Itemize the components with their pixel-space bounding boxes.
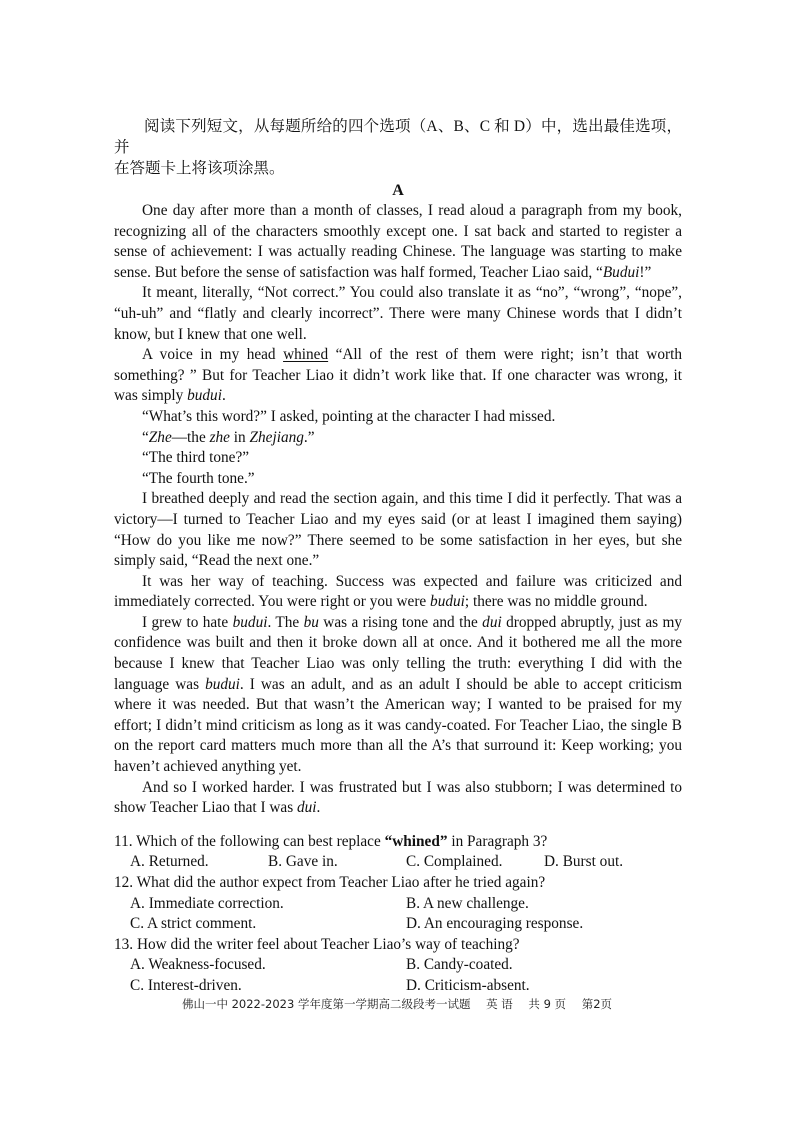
instruction-line-2: 在答题卡上将该项涂黑。 [114,160,285,177]
option-c: C. Complained. [406,853,503,871]
instruction-line-1: 阅读下列短文，从每题所给的四个选项（A、B、C 和 D）中，选出最佳选项，并 [114,118,682,156]
paragraph-11 [114,778,682,819]
question-12: 12. What did the author expect from Teacher Liao after he tried again? [114,874,546,891]
question-13-options-row-2 [114,976,682,997]
option-d: D. Burst out. [544,853,624,871]
paragraph-7: “The fourth tone.” [142,469,255,487]
italic-word: bu [303,613,319,631]
question-12-options-row-2 [114,914,682,935]
text: . The [267,613,304,631]
reading-passage [114,201,682,819]
text: . [221,387,226,405]
question-13-options-row-1 [114,955,682,976]
text: in Paragraph 3? [447,832,548,850]
text: One day after more than a month of classes, I read aloud a paragraph from my book, recognizing all of the characters smoothly except one. I sat back and started to register a sense of achievement: I was actually reading Chinese. The language was starting to make sense. But before the sense of satisfaction was half formed, Teacher Liao said, “ [114,202,682,281]
option-b: B. Gave in. [268,853,338,871]
exam-title: 佛山一中 2022-2023 学年度第一学期高二级段考一试题 [181,997,471,1011]
text: It was her way of teaching. Success was expected and failure was criticized and immediately corrected. You were right or you were [114,572,682,611]
text: . I was an adult, and as an adult I should be able to accept criticism where it was needed. But that wasn’t the American way; I wanted to be praised for my effort; I didn’t mind criticism as long as it was candy-coated. For Teacher Liao, the single B on the report card matters much more than all the A’s that surround it: Keep working; you haven’t achieved anything yet. [114,675,682,776]
question-13: 13. How did the writer feel about Teacher Liao’s way of teaching? [114,935,520,953]
option-b: B. A new challenge. [406,894,529,912]
italic-word: zhe [209,428,230,446]
text: 11. Which of the following can best replace [114,832,385,850]
paragraph-3 [114,345,682,407]
text: !” [639,263,652,281]
questions [114,832,682,997]
bold-word: “whined” [384,832,448,850]
section-heading: A [392,182,404,199]
option-c: C. A strict comment. [130,915,257,933]
italic-word: dui [482,613,502,631]
question-11-options [114,852,682,873]
paragraph-6: “The third tone?” [142,449,250,467]
text: ; there was no middle ground. [464,593,648,611]
paragraph-4: “What’s this word?” I asked, pointing at the character I had missed. [142,407,556,425]
italic-word: budui [232,613,268,631]
text: .” [303,428,315,446]
total-pages: 共 9 页 [528,997,567,1011]
option-a: A. Weakness-focused. [130,956,266,974]
exam-page [114,116,682,997]
text: dropped abruptly, just as my confidence was built and then it broke down all at once. And it bothered me all the more because I knew that Teacher Liao was only telling the truth: everything I did with the language was [114,613,682,693]
paragraph-9 [114,572,682,613]
italic-word: budui [205,675,240,693]
underlined-word: whined [283,346,329,364]
paragraph-5 [114,428,682,449]
question-11 [114,832,682,853]
paragraph-1 [114,201,682,283]
paragraph-10 [114,613,682,778]
option-a: A. Returned. [130,853,209,871]
instructions [114,116,682,179]
text: “All of the rest of them were right; isn’t that worth something? ” But for Teacher Liao it didn’t work like that. If one character was wrong, it was simply [114,346,682,405]
paragraph-8: I breathed deeply and read the section again, and this time I did it perfectly. That was a victory—I turned to Teacher Liao and my eyes said (or at least I imagined them saying) “How do you like me now?” There seemed to be some satisfaction in her eyes, but she simply said, “Read the next one.” [114,490,682,570]
text: was a rising tone and the [318,613,483,631]
italic-word: Budui [602,263,640,281]
page-footer [0,996,794,1012]
option-d: D. An encouraging response. [406,915,584,933]
option-c: C. Interest-driven. [130,976,242,994]
text: I grew to hate [142,613,233,631]
text: A voice in my head [142,346,284,364]
italic-word: dui [297,799,317,817]
question-12-options-row-1 [114,894,682,915]
italic-word: budui [430,593,465,611]
text: And so I worked harder. I was frustrated but I was also stubborn; I was determined to show Teacher Liao that I was [114,778,682,817]
paragraph-2: It meant, literally, “Not correct.” You could also translate it as “no”, “wrong”, “nope”, “uh-uh” and “flatly and clearly incorrect”. There were many Chinese words that I didn’t know, but I knew that one well. [114,284,682,343]
italic-word: Zhe [148,428,172,446]
option-b: B. Candy-coated. [406,956,513,974]
option-a: A. Immediate correction. [130,894,284,912]
text: . [316,799,321,817]
text: “ [142,428,149,446]
text: —the [171,428,210,446]
page-number: 第2页 [581,997,613,1011]
option-d: D. Criticism-absent. [406,976,530,994]
text: in [229,428,250,446]
subject: 英 语 [486,997,513,1011]
italic-word: budui [187,387,222,405]
italic-word: Zhejiang [249,428,304,446]
